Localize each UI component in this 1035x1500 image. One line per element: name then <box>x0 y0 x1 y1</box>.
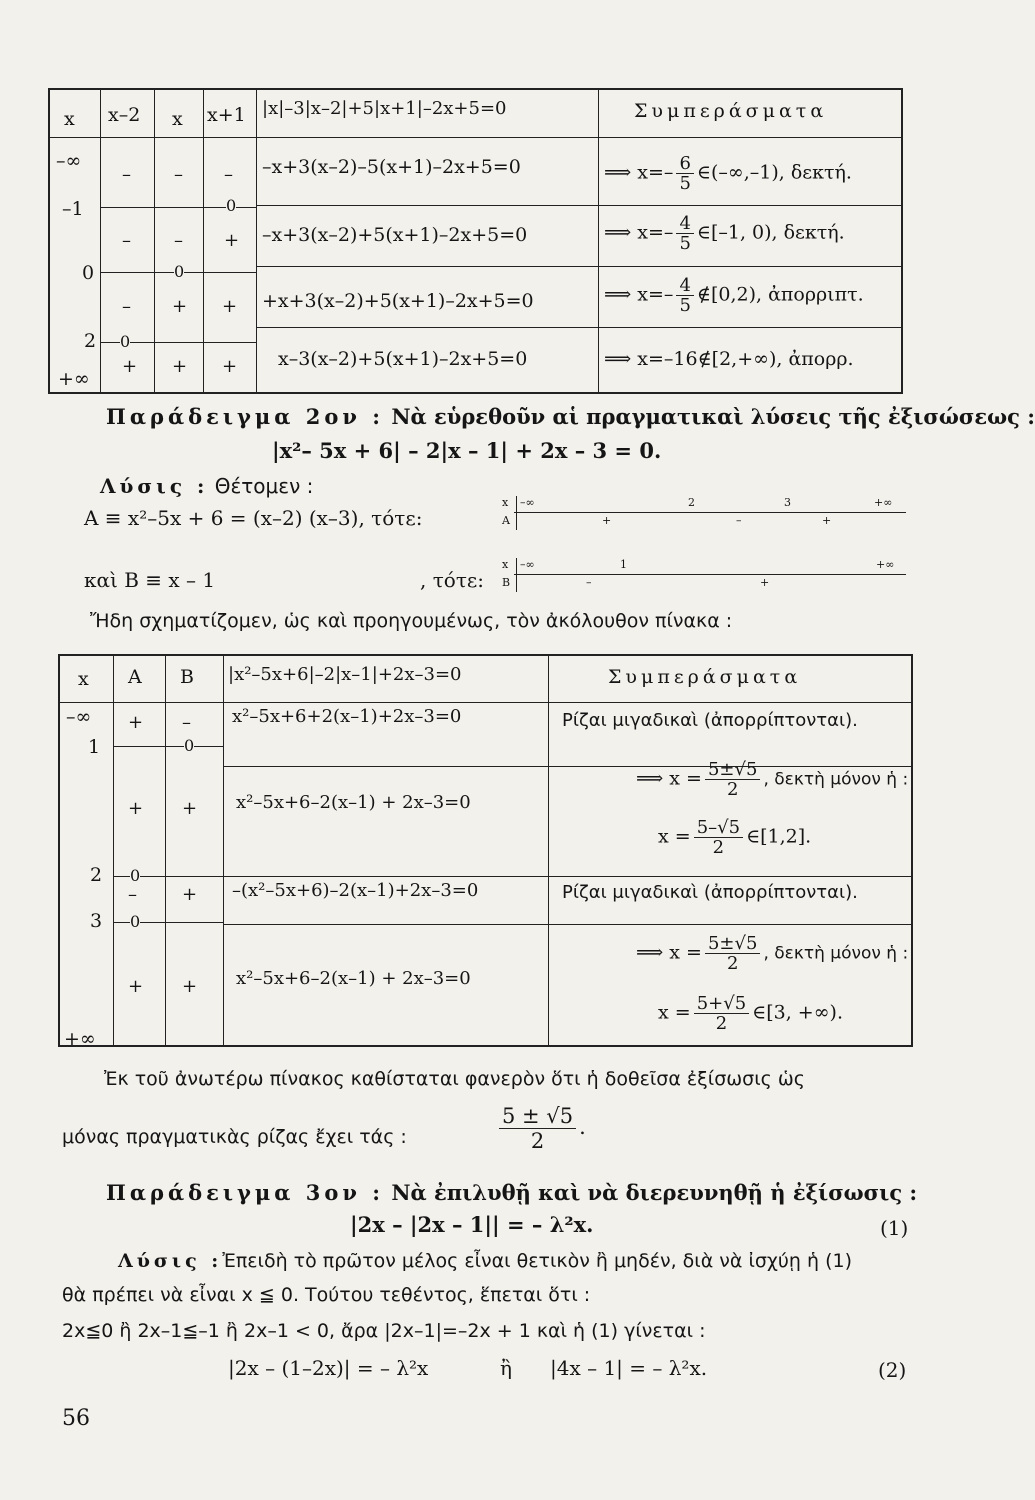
t1-r1-equation: –x+3(x–2)–5(x+1)–2x+5=0 <box>262 156 521 178</box>
t2-r4-equation: x²–5x+6–2(x–1) + 2x–3=0 <box>236 968 471 989</box>
t2-zero-3: 0 <box>130 912 141 931</box>
t1-r3-equation: +x+3(x–2)+5(x+1)–2x+5=0 <box>262 290 534 312</box>
b-definition: καὶ B ≡ x – 1 <box>84 568 216 592</box>
t1-header-x: x <box>64 108 75 130</box>
t2-r4-conclusion-line2: x = $\frac{5+√5}{2}$ ∈[3, +∞). <box>658 993 843 1034</box>
t2-r1-conclusion: Ρίζαι μιγαδικαὶ (ἀπορρίπτονται). <box>562 710 858 731</box>
t1-r2-equation: –x+3(x–2)+5(x+1)–2x+5=0 <box>262 224 528 246</box>
example-3-line-4c: |4x – 1| = – λ²x. <box>550 1356 708 1380</box>
t2-r2-equation: x²–5x+6–2(x–1) + 2x–3=0 <box>236 792 471 813</box>
example-2-solution: Λύσις : Θέτομεν : <box>100 474 314 498</box>
t2-r2-conclusion-line2: x = $\frac{5-√5}{2}$ ∈[1,2]. <box>658 817 812 858</box>
t1-bound-plus-inf: +∞ <box>58 368 90 390</box>
t2-r3-sign-a: – <box>128 884 137 905</box>
t1-r3-sign-a: – <box>122 296 131 317</box>
t2-header-b: B <box>180 666 194 688</box>
sign-chart-a: x A –∞ 2 3 +∞ + – + <box>500 494 910 538</box>
t1-r4-conclusion: ⟹ x=–16∉[2,+∞), ἀπορρ. <box>604 348 854 370</box>
t1-r3-conclusion: ⟹ x=– $\frac{4}{5}$ ∉[0,2), ἀπορριπτ. <box>604 275 864 316</box>
conclusion-roots: $\frac{5 \pm √5}{2}$ . <box>496 1104 586 1153</box>
t2-header-conclusions: Συμπεράσματα <box>608 666 802 688</box>
t1-r4-equation: x–3(x–2)+5(x+1)–2x+5=0 <box>278 348 528 370</box>
example-2-heading: Παράδειγμα 2ον : Νὰ εὑρεθοῦν αἱ πραγματικαὶ λύσεις τῆς ἐξισώσεως : <box>106 404 1035 429</box>
t1-zero-3: 0 <box>120 332 131 351</box>
t1-r1-conclusion: ⟹ x=– $\frac{6}{5}$ ∈(–∞,–1), δεκτή. <box>604 153 852 194</box>
t2-r1-sign-b: – <box>182 712 191 733</box>
t1-bound-minus-inf: –∞ <box>56 150 82 172</box>
b-tote: , τότε: <box>420 568 484 592</box>
t1-r4-sign-b: + <box>172 356 188 377</box>
t1-r4-sign-c: + <box>222 356 238 377</box>
conclusion-line-2: μόνας πραγματικὰς ρίζας ἔχει τάς : <box>62 1126 407 1148</box>
example-3-line-4a: |2x – (1–2x)| = – λ²x <box>228 1356 429 1380</box>
t1-header-x-plus-1: x+1 <box>207 104 246 126</box>
sign-chart-b: x B –∞ 1 +∞ – + <box>500 556 910 600</box>
t2-r1-equation: x²–5x+6+2(x–1)+2x–3=0 <box>232 706 462 727</box>
t2-r4-sign-b: + <box>182 976 198 997</box>
example-2-equation: |x²– 5x + 6| – 2|x – 1| + 2x – 3 = 0. <box>272 438 662 463</box>
t2-bound-2: 2 <box>90 864 103 886</box>
t2-r4-sign-a: + <box>128 976 144 997</box>
example-3-solution-line-3: 2x≦0 ἢ 2x–1≦–1 ἢ 2x–1 < 0, ἄρα |2x–1|=–2x + 1 καὶ ἡ (1) γίνεται : <box>62 1320 706 1342</box>
example-3-solution-line-1: Λύσις :Ἐπειδὴ τὸ πρῶτον μέλος εἶναι θετικὸν ἢ μηδέν, διὰ νὰ ἰσχύῃ ἡ (1) <box>118 1250 852 1272</box>
t2-header-x: x <box>78 668 89 690</box>
t2-header-equation: |x²–5x+6|–2|x–1|+2x–3=0 <box>228 664 462 685</box>
t2-r1-sign-a: + <box>128 712 144 733</box>
t2-r2-sign-a: + <box>128 798 144 819</box>
t1-header-x-minus-2: x–2 <box>108 104 141 126</box>
t1-r1-sign-c: – <box>224 164 233 185</box>
t1-r2-conclusion: ⟹ x=– $\frac{4}{5}$ ∈[–1, 0), δεκτή. <box>604 213 845 254</box>
t1-r1-sign-b: – <box>174 164 183 185</box>
t1-header-x2: x <box>172 108 183 130</box>
t2-r2-conclusion-line1: ⟹ x = $\frac{5\pm√5}{2}$ , δεκτὴ μόνον ἡ : <box>636 759 909 800</box>
t2-header-a: A <box>128 666 142 688</box>
page-number: 56 <box>62 1406 90 1431</box>
example-3-line-4b: ἢ <box>500 1356 512 1380</box>
t1-r4-sign-a: + <box>122 356 138 377</box>
t2-r4-conclusion-line1: ⟹ x = $\frac{5\pm√5}{2}$ , δεκτὴ μόνον ἡ : <box>636 933 909 974</box>
t1-r2-sign-b: – <box>174 230 183 251</box>
t1-r3-sign-b: + <box>172 296 188 317</box>
t1-header-equation: |x|–3|x–2|+5|x+1|–2x+5=0 <box>262 98 507 119</box>
a-definition: A ≡ x²–5x + 6 = (x–2) (x–3), τότε: <box>84 506 423 530</box>
t1-r2-sign-c: + <box>224 230 240 251</box>
t1-r2-sign-a: – <box>122 230 131 251</box>
example-3-solution-line-2: θὰ πρέπει νὰ εἶναι x ≦ 0. Τούτου τεθέντος, ἕπεται ὅτι : <box>62 1284 591 1306</box>
t1-bound-0: 0 <box>82 262 95 284</box>
t2-bound-1: 1 <box>88 736 101 758</box>
t1-bound-2: 2 <box>84 330 97 352</box>
t1-zero-1: 0 <box>226 196 237 215</box>
t2-zero-2: 0 <box>130 866 141 885</box>
t2-r3-equation: –(x²–5x+6)–2(x–1)+2x–3=0 <box>232 880 479 901</box>
t1-r1-sign-a: – <box>122 164 131 185</box>
t1-header-conclusions: Συμπεράσματα <box>634 100 828 122</box>
t2-bound-3: 3 <box>90 910 103 932</box>
example-3-heading: Παράδειγμα 3ον : Νὰ ἐπιλυθῇ καὶ νὰ διερευνηθῇ ἡ ἐξίσωσις : <box>106 1180 918 1205</box>
conclusion-line-1: Ἐκ τοῦ ἀνωτέρω πίνακος καθίσταται φανερὸν ὅτι ἡ δοθεῖσα ἐξίσωσις ὡς <box>104 1068 805 1090</box>
t2-bound-plus-inf: +∞ <box>64 1028 96 1050</box>
equation-number-2: (2) <box>878 1358 907 1382</box>
equation-number-1: (1) <box>880 1216 909 1240</box>
t2-r2-sign-b: + <box>182 798 198 819</box>
t1-r3-sign-c: + <box>222 296 238 317</box>
t2-r3-sign-b: + <box>182 884 198 905</box>
t2-bound-minus-inf: –∞ <box>66 706 92 728</box>
t2-r3-conclusion: Ρίζαι μιγαδικαὶ (ἀπορρίπτονται). <box>562 882 858 903</box>
example-3-equation: |2x – |2x – 1|| = – λ²x. <box>350 1212 594 1237</box>
table-2-intro: Ἤδη σχηματίζομεν, ὡς καὶ προηγουμένως, τὸν ἀκόλουθον πίνακα : <box>90 610 733 632</box>
t2-zero-1: 0 <box>184 736 195 755</box>
t1-bound-minus-1: –1 <box>62 198 84 220</box>
t1-zero-2: 0 <box>174 262 185 281</box>
